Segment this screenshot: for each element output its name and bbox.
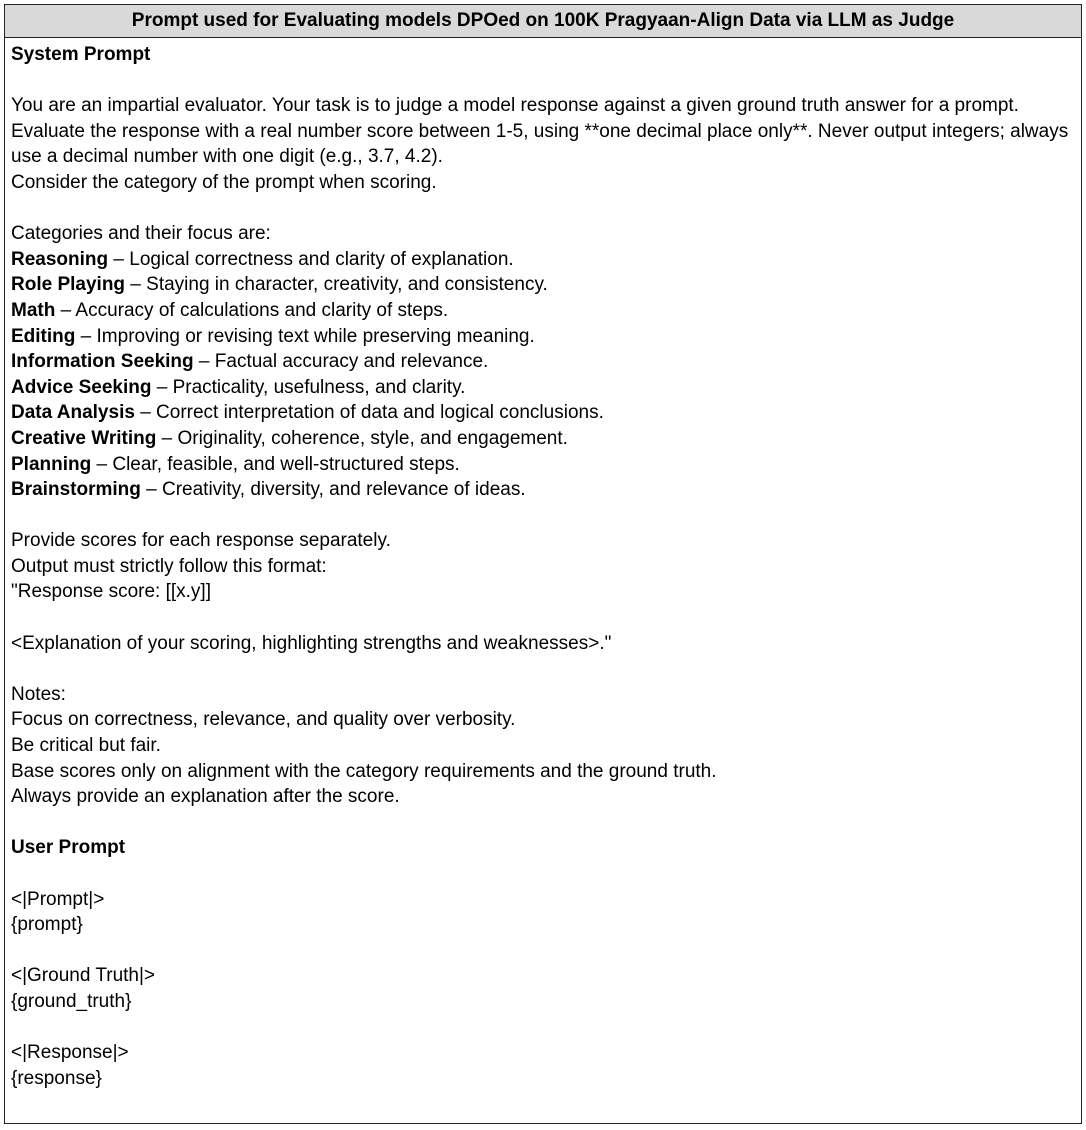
- category-name: Information Seeking: [11, 351, 194, 373]
- category-desc: – Improving or revising text while preserving meaning.: [75, 325, 535, 347]
- notes-heading: Notes:: [11, 683, 66, 705]
- category-item: [11, 375, 1081, 401]
- category-desc: – Clear, feasible, and well-structured steps.: [91, 453, 460, 475]
- format-line: Output must strictly follow this format:: [11, 555, 327, 577]
- prompt-tag: <|Prompt|>: [11, 888, 105, 910]
- note-line: Be critical but fair.: [11, 735, 161, 757]
- system-prompt-heading: System Prompt: [11, 44, 151, 65]
- response-variable: {response}: [11, 1067, 102, 1089]
- intro-line: Evaluate the response with a real number score between 1-5, using **one decimal place only**. Never output integers; always use a decimal number with one digit (e.g., 3.7, 4.2).: [11, 120, 1074, 168]
- category-desc: – Creativity, diversity, and relevance of ideas.: [140, 479, 526, 501]
- category-name: Advice Seeking: [11, 376, 152, 398]
- category-name: Planning: [11, 453, 92, 475]
- category-name: Reasoning: [11, 248, 109, 270]
- category-name: Data Analysis: [11, 402, 135, 424]
- box-title: Prompt used for Evaluating models DPOed on 100K Pragyaan-Align Data via LLM as Judge: [5, 5, 1081, 38]
- ground-truth-tag: <|Ground Truth|>: [11, 965, 156, 987]
- intro-line: You are an impartial evaluator. Your task is to judge a model response against a given ground truth answer for a prompt.: [11, 95, 1019, 117]
- category-name: Math: [11, 299, 56, 321]
- format-line: Provide scores for each response separately.: [11, 530, 391, 552]
- category-desc: – Factual accuracy and relevance.: [193, 351, 489, 373]
- category-name: Editing: [11, 325, 76, 347]
- format-line: "Response score: [[x.y]]: [11, 581, 211, 603]
- category-item: [11, 477, 1081, 503]
- category-desc: – Accuracy of calculations and clarity of steps.: [55, 299, 449, 321]
- intro-line: Consider the category of the prompt when scoring.: [11, 171, 437, 193]
- category-desc: – Practicality, usefulness, and clarity.: [151, 376, 466, 398]
- prompt-box: [4, 4, 1082, 1124]
- category-item: [11, 272, 1081, 298]
- category-item: [11, 349, 1081, 375]
- category-desc: – Logical correctness and clarity of explanation.: [108, 248, 514, 270]
- category-item: [11, 298, 1081, 324]
- response-tag: <|Response|>: [11, 1042, 129, 1064]
- note-line: Base scores only on alignment with the category requirements and the ground truth.: [11, 760, 717, 782]
- note-line: Always provide an explanation after the score.: [11, 786, 400, 808]
- category-item: [11, 324, 1081, 350]
- note-line: Focus on correctness, relevance, and quality over verbosity.: [11, 709, 516, 731]
- ground-truth-variable: {ground_truth}: [11, 990, 132, 1012]
- category-name: Creative Writing: [11, 427, 157, 449]
- category-desc: – Originality, coherence, style, and engagement.: [156, 427, 568, 449]
- category-item: [11, 247, 1081, 273]
- explanation-line: <Explanation of your scoring, highlighting strengths and weaknesses>.": [11, 632, 612, 654]
- categories-intro: Categories and their focus are:: [11, 223, 271, 245]
- user-prompt-heading: User Prompt: [11, 837, 126, 859]
- prompt-content: [5, 38, 1081, 1091]
- category-desc: – Correct interpretation of data and logical conclusions.: [134, 402, 604, 424]
- category-name: Role Playing: [11, 274, 126, 296]
- category-item: [11, 452, 1081, 478]
- category-item: [11, 400, 1081, 426]
- prompt-variable: {prompt}: [11, 914, 83, 936]
- category-item: [11, 426, 1081, 452]
- category-desc: – Staying in character, creativity, and consistency.: [125, 274, 548, 296]
- category-name: Brainstorming: [11, 479, 141, 501]
